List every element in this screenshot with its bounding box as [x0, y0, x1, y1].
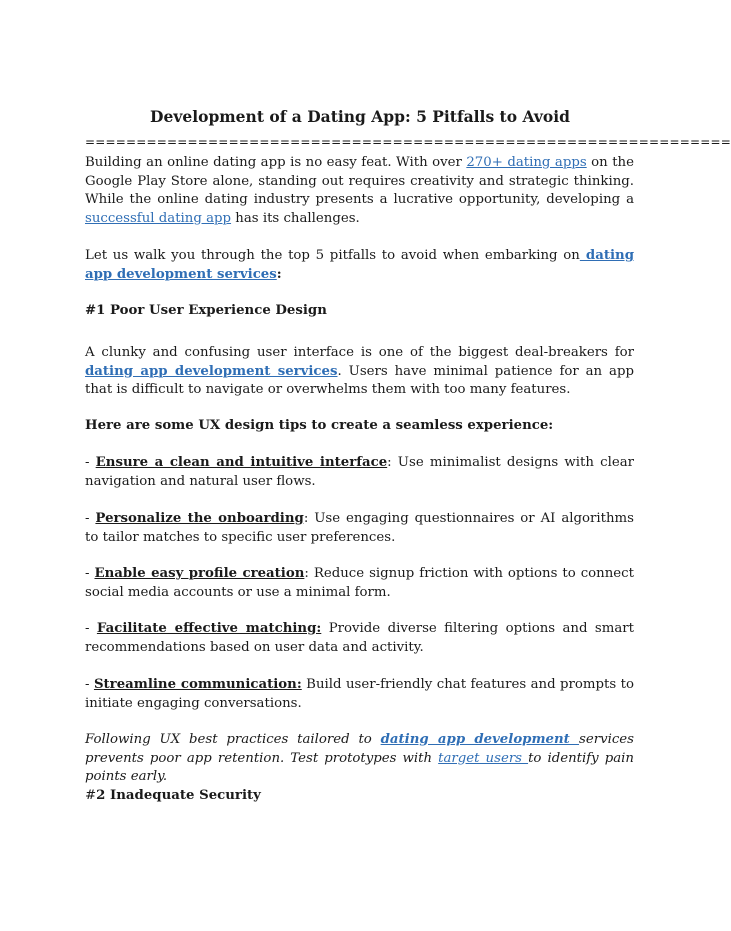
section1-heading: #1 Poor User Experience Design: [85, 303, 327, 318]
tip-text: Provide diverse filtering options and smart recommendations based on user data and activity.: [85, 621, 634, 655]
tip-item: [85, 454, 634, 491]
closing-text-3: to identify pain points early.: [85, 750, 635, 784]
link-dating-app-development-services[interactable]: dating app development services: [85, 248, 634, 282]
tip-text: : Use engaging questionnaires or AI algorithms to tailor matches to specific user preferences.: [85, 511, 634, 545]
closing-text-2: services prevents poor app retention. Test prototypes with: [85, 732, 634, 766]
tip-item: [85, 620, 634, 657]
tip-item: [85, 676, 634, 713]
tip-label: Enable easy profile creation: [94, 566, 305, 581]
tip-dash: -: [85, 677, 94, 692]
tip-dash: -: [85, 511, 96, 526]
tips-heading: Here are some UX design tips to create a seamless experience:: [85, 418, 554, 433]
tip-text: : Reduce signup friction with options to connect social media accounts or use a minimal form.: [85, 566, 634, 600]
walk-text-1: Let us walk you through the top 5 pitfalls to avoid when embarking on: [85, 248, 580, 263]
intro-text-3: has its challenges.: [231, 210, 360, 226]
tip-dash: -: [85, 621, 97, 636]
tip-text: : Use minimalist designs with clear navigation and natural user flows.: [85, 455, 634, 489]
tip-item: [85, 510, 634, 547]
section2-heading-text: 2 Inadequate Security: [96, 788, 261, 803]
link-dating-app-development[interactable]: dating app development: [380, 732, 580, 747]
link-270-dating-apps[interactable]: 270+ dating apps: [466, 155, 587, 170]
tip-label: Facilitate effective matching:: [96, 621, 322, 636]
walk-paragraph: [85, 247, 634, 284]
walk-text-2: :: [276, 266, 282, 282]
intro-text-2: on the Google Play Store alone, standing out requires creativity and strategic thinking. While the online dating industry presents a lucrative opportunity, developing a: [85, 155, 634, 207]
intro-paragraph: [85, 154, 634, 228]
section1-paragraph: [85, 344, 634, 400]
link-dating-app-development-services-2[interactable]: dating app development services: [85, 363, 338, 379]
tip-label: Ensure a clean and intuitive interface: [95, 455, 388, 470]
section1-closing-paragraph: [85, 731, 634, 787]
section2-heading: [85, 787, 634, 806]
section1-text-1: A clunky and confusing user interface is one of the biggest deal-breakers for: [85, 345, 634, 360]
tip-dash: -: [85, 566, 95, 581]
tip-dash: -: [85, 455, 96, 470]
closing-text-1: Following UX best practices tailored to: [85, 732, 381, 747]
tip-label: Personalize the onboarding: [95, 511, 304, 526]
section1-text-2: . Users have minimal patience for an app that is difficult to navigate or overwhelms them with too many features.: [85, 363, 634, 397]
tip-item: [85, 565, 634, 602]
section2-hash: #: [85, 788, 97, 803]
document-title: Development of a Dating App: 5 Pitfalls to Avoid: [150, 107, 570, 126]
divider-line: ===============================================================: [85, 135, 731, 149]
link-target-users[interactable]: target users: [438, 750, 529, 766]
tip-label: Streamline communication:: [93, 677, 302, 692]
link-successful-dating-app[interactable]: successful dating app: [85, 210, 232, 226]
intro-text-1: Building an online dating app is no easy feat. With over: [85, 155, 467, 170]
tip-text: Build user-friendly chat features and prompts to initiate engaging conversations.: [85, 677, 634, 711]
